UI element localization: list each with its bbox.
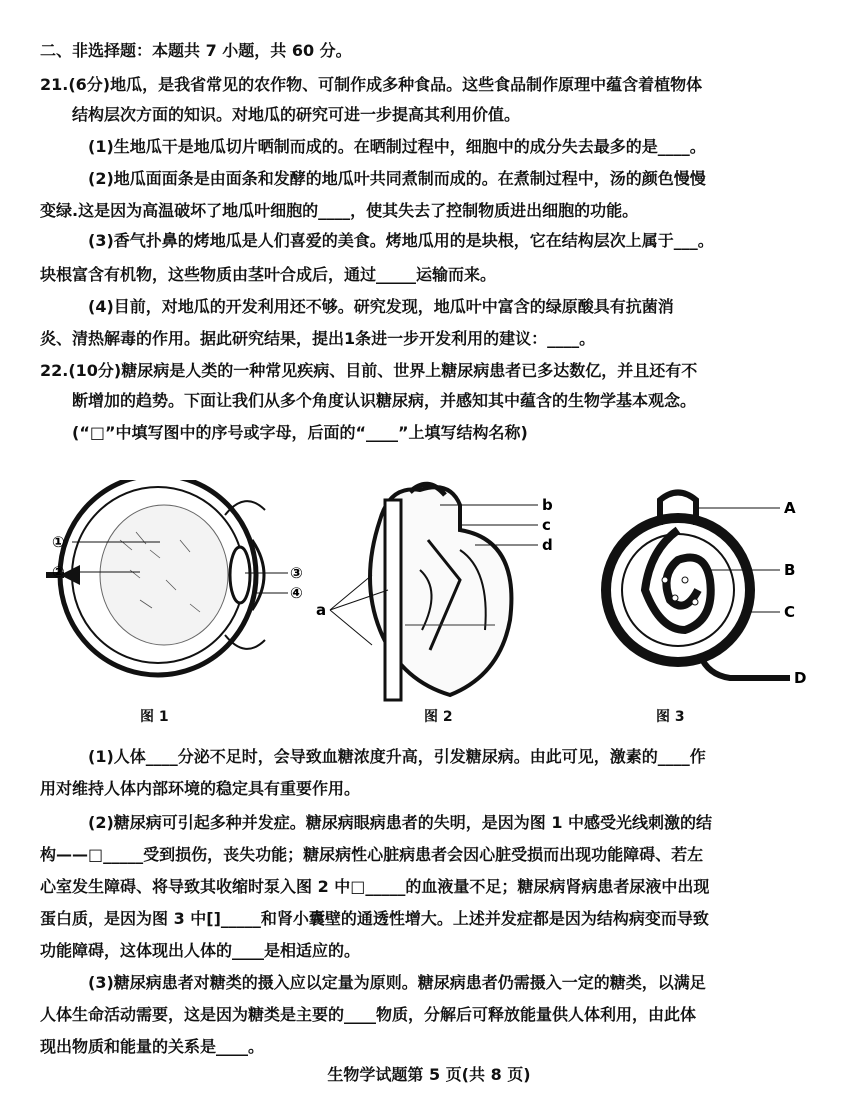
q22-line-1: 22.(10分)糖尿病是人类的一种常见疾病、目前、世界上糖尿病患者已多达数亿，并且还有不 [40,361,698,380]
fig3-label-B: B [784,561,796,579]
q22-part3-line-1: (3)糖尿病患者对糖类的摄入应以定量为原则。糖尿病患者仍需摄入一定的糖类，以满足 [88,973,706,992]
q22-line-2: 断增加的趋势。下面让我们从多个角度认识糖尿病，并感知其中蕴含的生物学基本观念。 [72,391,697,410]
fig2-label-c: c [542,516,551,534]
section-title: 二、非选择题：本题共 7 小题，共 60 分。 [40,41,352,60]
q22-part2-line-4: 蛋白质，是因为图 3 中[]_____和肾小囊壁的通透性增大。上述并发症都是因为结构病变而导致 [40,909,709,928]
q22-part2-line-3: 心室发生障碍、将导致其收缩时泵入图 2 中□_____的血液量不足；糖尿病肾病患者尿液中出现 [40,877,710,896]
fig3-caption: 图 3 [656,709,685,725]
q21-line-2: 结构层次方面的知识。对地瓜的研究可进一步提高其利用价值。 [72,105,521,124]
q21-line-8: (4)目前，对地瓜的开发利用还不够。研究发现，地瓜叶中富含的绿原酸具有抗菌消 [88,297,674,316]
heart-diagram [310,480,570,705]
q22-line-3: (“□”中填写图中的序号或字母，后面的“____”上填写结构名称) [72,423,528,442]
q21-line-9: 炎、清热解毒的作用。据此研究结果，提出1条进一步开发利用的建议：____。 [40,329,596,348]
fig1-label-4: ④ [290,584,303,602]
q21-line-1: 21.(6分)地瓜，是我省常见的农作物、可制作成多种食品。这些食品制作原理中蕴含着植物体 [40,75,703,94]
q21-line-5: 变绿.这是因为高温破坏了地瓜叶细胞的____，使其失去了控制物质进出细胞的功能。 [40,201,639,220]
kidney-capsule-diagram [590,480,830,705]
fig1-label-3: ③ [290,564,303,582]
fig3-label-C: C [784,603,796,621]
q22-part2-line-2: 构——□_____受到损伤，丧失功能；糖尿病性心脏病患者会因心脏受损而出现功能障碍、若左 [40,845,704,864]
q22-part1-line-1: (1)人体____分泌不足时，会导致血糖浓度升高，引发糖尿病。由此可见，激素的____作 [88,747,706,766]
fig2-label-b: b [542,496,553,514]
fig2-label-a: a [316,601,327,619]
q22-part2-line-5: 功能障碍，这体现出人体的____是相适应的。 [40,941,361,960]
q21-line-3: (1)生地瓜干是地瓜切片晒制而成的。在晒制过程中，细胞中的成分失去最多的是____。 [88,137,706,156]
q22-part3-line-3: 现出物质和能量的关系是____。 [40,1037,265,1056]
fig1-caption: 图 1 [140,709,169,725]
page-footer: 生物学试题第 5 页(共 8 页) [327,1065,531,1084]
q22-part1-line-2: 用对维持人体内部环境的稳定具有重要作用。 [40,779,361,798]
fig3-label-D: D [794,669,807,687]
fig3-label-A: A [784,499,796,517]
fig2-caption: 图 2 [424,709,453,725]
q21-line-4: (2)地瓜面面条是由面条和发酵的地瓜叶共同煮制而成的。在煮制过程中，汤的颜色慢慢 [88,169,706,188]
fig1-label-1: ① [52,533,65,551]
q22-part2-line-1: (2)糖尿病可引起多种并发症。糖尿病眼病患者的失明，是因为图 1 中感受光线刺激的结 [88,813,713,832]
fig2-label-d: d [542,536,553,554]
eye-diagram [40,480,320,720]
fig1-label-2: ② [52,563,65,581]
q21-line-6: (3)香气扑鼻的烤地瓜是人们喜爱的美食。烤地瓜用的是块根，它在结构层次上属于___。 [88,231,714,250]
q21-line-7: 块根富含有机物，这些物质由茎叶合成后，通过_____运输而来。 [40,265,497,284]
q22-part3-line-2: 人体生命活动需要，这是因为糖类是主要的____物质，分解后可释放能量供人体利用，由此体 [40,1005,697,1024]
